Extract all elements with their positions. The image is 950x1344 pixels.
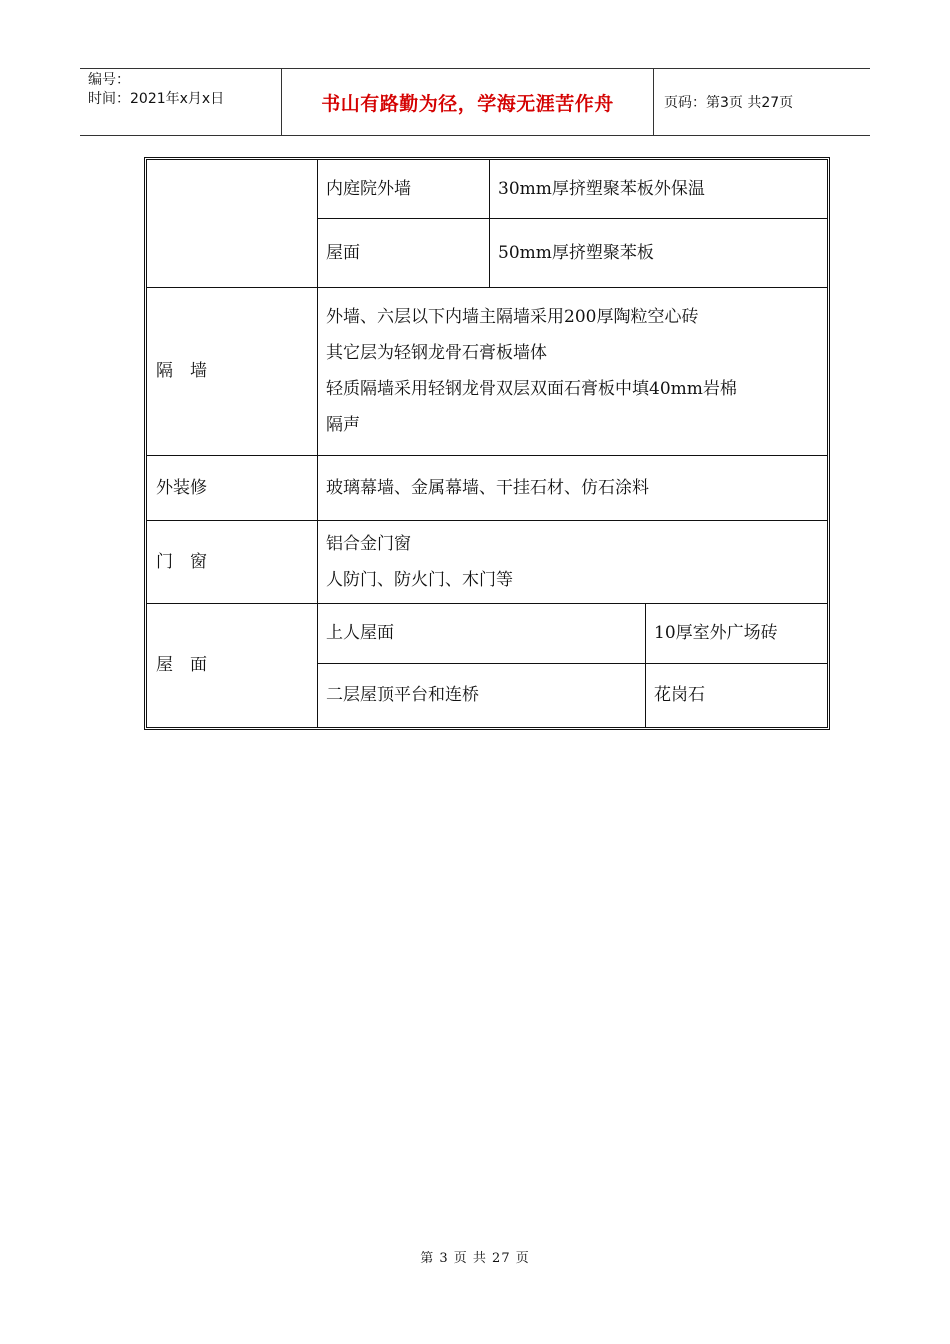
header-motto: 书山有路勤为径，学海无涯苦作舟 xyxy=(282,69,654,135)
partition-details xyxy=(317,287,827,455)
doors-details xyxy=(317,520,827,603)
table-cell: 内庭院外墙 xyxy=(326,179,411,199)
table-cell: 屋面 xyxy=(326,242,360,263)
code-label: 编号： xyxy=(88,72,130,88)
time-label: 时间：2021年x月x日 xyxy=(88,91,225,107)
list-item: 隔声 xyxy=(326,415,360,435)
page-header xyxy=(80,68,870,136)
header-page-number: 页码：第3页 共27页 xyxy=(664,95,794,111)
table-cell xyxy=(147,160,317,287)
table-cell: 花岗石 xyxy=(654,685,705,705)
list-item: 铝合金门窗 xyxy=(326,533,411,554)
table-cell: 二层屋顶平台和连桥 xyxy=(326,685,479,705)
table-cell: 10厚室外广场砖 xyxy=(654,623,778,643)
list-item: 人防门、防火门、木门等 xyxy=(326,569,513,590)
header-meta xyxy=(80,69,282,135)
spec-table xyxy=(144,157,830,730)
roof-label: 屋 面 xyxy=(156,655,207,675)
table-cell: 30mm厚挤塑聚苯板外保温 xyxy=(498,179,705,199)
page-footer: 第 3 页 共 27 页 xyxy=(420,1251,530,1266)
exterior-label: 外装修 xyxy=(156,477,207,498)
partition-label: 隔 墙 xyxy=(156,361,207,381)
exterior-value: 玻璃幕墙、金属幕墙、干挂石材、仿石涂料 xyxy=(326,477,649,498)
list-item: 其它层为轻钢龙骨石膏板墙体 xyxy=(326,343,547,363)
list-item: 外墙、六层以下内墙主隔墙采用200厚陶粒空心砖 xyxy=(326,307,699,327)
table-cell: 上人屋面 xyxy=(326,623,394,643)
table-cell: 50mm厚挤塑聚苯板 xyxy=(498,242,654,263)
list-item: 轻质隔墙采用轻钢龙骨双层双面石膏板中填40mm岩棉 xyxy=(326,379,737,399)
doors-label: 门 窗 xyxy=(156,551,207,572)
